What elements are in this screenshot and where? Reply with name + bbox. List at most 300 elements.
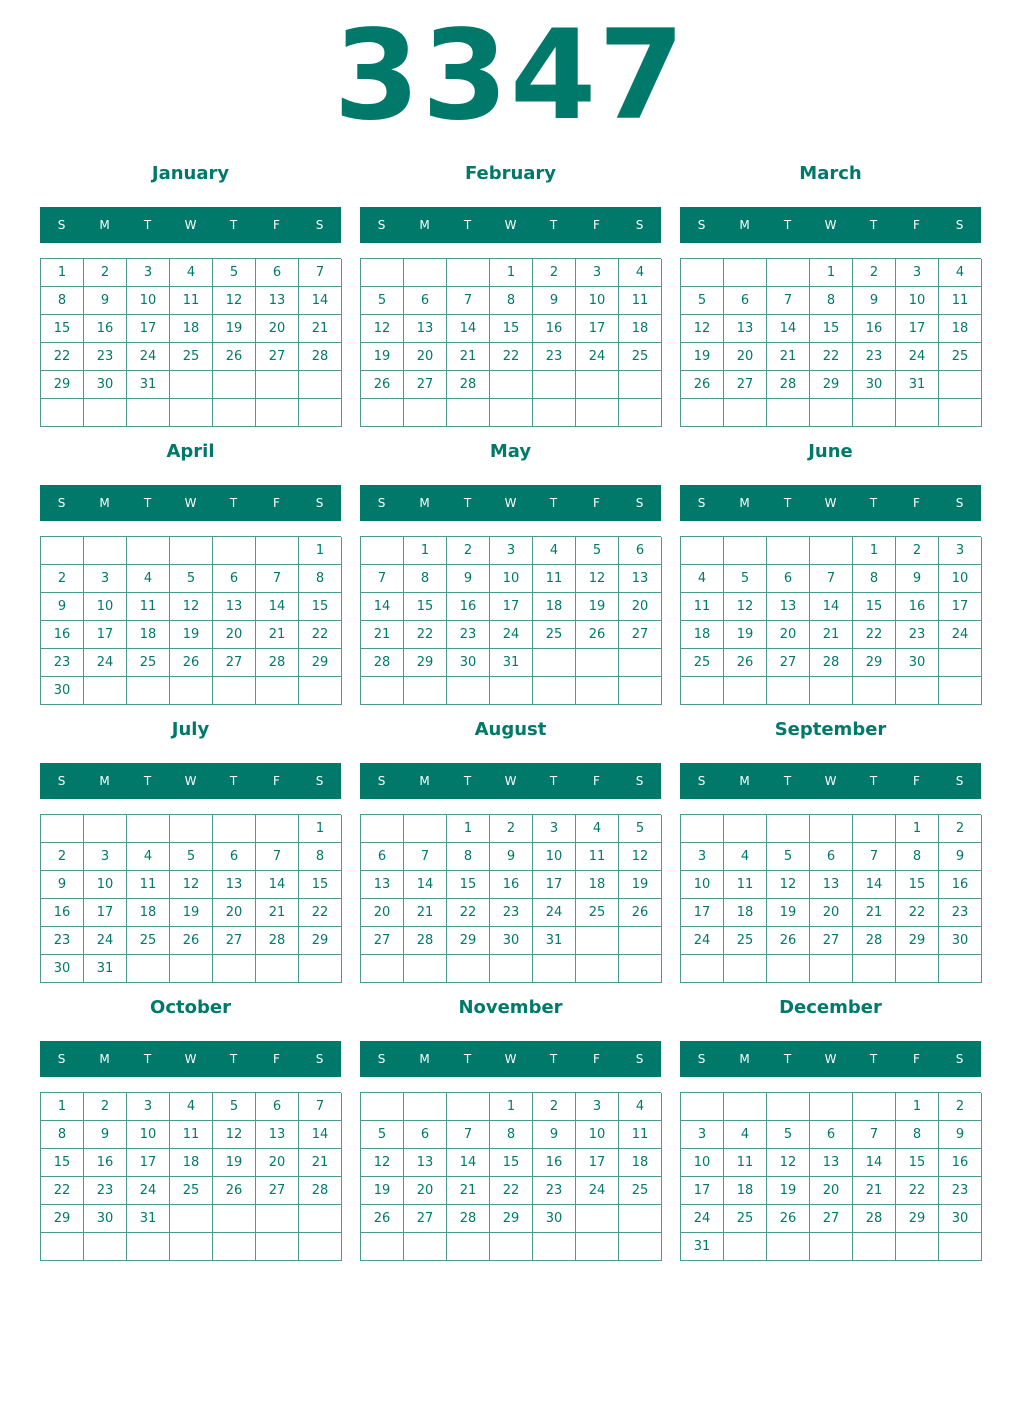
empty-cell	[619, 399, 662, 427]
day-cell: 7	[361, 565, 404, 593]
empty-cell	[41, 537, 84, 565]
day-cell: 27	[767, 649, 810, 677]
empty-cell	[256, 815, 299, 843]
day-cell: 6	[404, 287, 447, 315]
day-cell: 18	[681, 621, 724, 649]
empty-cell	[533, 649, 576, 677]
day-cell: 2	[939, 1093, 982, 1121]
day-cell: 27	[404, 1205, 447, 1233]
day-cell: 21	[256, 899, 299, 927]
day-cell: 4	[170, 259, 213, 287]
weekday-label: M	[739, 774, 750, 788]
day-cell: 8	[41, 287, 84, 315]
day-cell: 28	[256, 649, 299, 677]
day-cell: 24	[576, 343, 619, 371]
day-cell: 8	[896, 843, 939, 871]
empty-cell	[853, 1093, 896, 1121]
day-cell: 28	[404, 927, 447, 955]
empty-cell	[533, 955, 576, 983]
day-cell: 16	[533, 315, 576, 343]
day-cell: 24	[576, 1177, 619, 1205]
weekday-header	[40, 207, 341, 243]
day-cell: 1	[299, 537, 342, 565]
day-cell: 19	[576, 593, 619, 621]
day-cell: 28	[447, 371, 490, 399]
day-cell: 4	[619, 259, 662, 287]
day-cell: 7	[299, 1093, 342, 1121]
weekday-label: W	[184, 496, 197, 510]
empty-cell	[361, 1233, 404, 1261]
empty-cell	[533, 1233, 576, 1261]
day-cell: 18	[127, 899, 170, 927]
day-cell: 27	[256, 343, 299, 371]
weekday-label: F	[593, 774, 600, 788]
day-cell: 29	[490, 1205, 533, 1233]
day-cell: 21	[853, 1177, 896, 1205]
day-cell: 10	[490, 565, 533, 593]
empty-cell	[724, 537, 767, 565]
day-cell: 2	[896, 537, 939, 565]
day-cell: 20	[404, 1177, 447, 1205]
day-cell: 18	[533, 593, 576, 621]
empty-cell	[939, 955, 982, 983]
day-cell: 23	[939, 899, 982, 927]
day-cell: 23	[853, 343, 896, 371]
weekday-label: S	[955, 774, 964, 788]
empty-cell	[127, 537, 170, 565]
day-cell: 17	[533, 871, 576, 899]
empty-cell	[256, 1233, 299, 1261]
empty-cell	[41, 1233, 84, 1261]
day-cell: 2	[84, 259, 127, 287]
month-name: April	[166, 441, 215, 462]
day-cell: 16	[939, 1149, 982, 1177]
month-name: March	[799, 163, 862, 184]
day-cell: 24	[681, 1205, 724, 1233]
day-cell: 12	[213, 287, 256, 315]
month-name: June	[808, 441, 853, 462]
day-cell: 8	[490, 287, 533, 315]
day-cell: 16	[853, 315, 896, 343]
empty-cell	[681, 399, 724, 427]
empty-cell	[619, 927, 662, 955]
day-cell: 22	[447, 899, 490, 927]
empty-cell	[299, 399, 342, 427]
day-cell: 27	[810, 1205, 853, 1233]
empty-cell	[299, 955, 342, 983]
day-grid	[680, 536, 981, 705]
empty-cell	[170, 1205, 213, 1233]
day-cell: 24	[127, 343, 170, 371]
day-cell: 2	[853, 259, 896, 287]
weekday-label: M	[99, 774, 110, 788]
weekday-label: S	[697, 1052, 706, 1066]
day-cell: 26	[361, 1205, 404, 1233]
day-cell: 2	[533, 259, 576, 287]
empty-cell	[256, 1205, 299, 1233]
day-cell: 17	[127, 1149, 170, 1177]
day-cell: 5	[724, 565, 767, 593]
day-cell: 8	[299, 843, 342, 871]
weekday-header	[360, 485, 661, 521]
weekday-label: S	[315, 496, 324, 510]
weekday-label: S	[697, 774, 706, 788]
day-cell: 9	[939, 843, 982, 871]
day-cell: 7	[810, 565, 853, 593]
day-cell: 26	[681, 371, 724, 399]
empty-cell	[576, 371, 619, 399]
day-cell: 20	[213, 899, 256, 927]
day-cell: 4	[127, 843, 170, 871]
day-cell: 26	[767, 1205, 810, 1233]
day-cell: 29	[447, 927, 490, 955]
empty-cell	[724, 399, 767, 427]
day-cell: 16	[41, 621, 84, 649]
empty-cell	[404, 259, 447, 287]
day-cell: 6	[256, 1093, 299, 1121]
empty-cell	[170, 815, 213, 843]
day-cell: 2	[939, 815, 982, 843]
day-cell: 25	[619, 1177, 662, 1205]
day-cell: 15	[41, 1149, 84, 1177]
empty-cell	[576, 677, 619, 705]
day-cell: 3	[576, 1093, 619, 1121]
day-cell: 3	[681, 1121, 724, 1149]
weekday-header	[360, 1041, 661, 1077]
day-cell: 12	[767, 871, 810, 899]
day-cell: 13	[361, 871, 404, 899]
day-cell: 19	[767, 1177, 810, 1205]
day-cell: 12	[576, 565, 619, 593]
empty-cell	[724, 259, 767, 287]
weekday-label: M	[99, 496, 110, 510]
day-cell: 1	[299, 815, 342, 843]
day-cell: 24	[84, 649, 127, 677]
day-cell: 30	[939, 1205, 982, 1233]
day-cell: 11	[681, 593, 724, 621]
day-cell: 16	[84, 315, 127, 343]
empty-cell	[724, 677, 767, 705]
weekday-label: S	[955, 1052, 964, 1066]
weekday-label: T	[143, 774, 152, 788]
day-cell: 19	[724, 621, 767, 649]
weekday-header	[680, 1041, 981, 1077]
day-cell: 30	[41, 677, 84, 705]
day-cell: 17	[84, 621, 127, 649]
day-cell: 27	[213, 927, 256, 955]
day-cell: 13	[619, 565, 662, 593]
day-cell: 14	[361, 593, 404, 621]
day-cell: 20	[256, 1149, 299, 1177]
empty-cell	[619, 1233, 662, 1261]
day-cell: 24	[127, 1177, 170, 1205]
day-cell: 12	[681, 315, 724, 343]
empty-cell	[681, 537, 724, 565]
day-cell: 29	[299, 927, 342, 955]
day-cell: 30	[939, 927, 982, 955]
day-cell: 4	[170, 1093, 213, 1121]
empty-cell	[404, 1093, 447, 1121]
day-cell: 1	[896, 1093, 939, 1121]
empty-cell	[576, 1205, 619, 1233]
day-cell: 8	[404, 565, 447, 593]
empty-cell	[84, 399, 127, 427]
day-cell: 13	[213, 593, 256, 621]
day-cell: 28	[810, 649, 853, 677]
day-grid	[360, 814, 661, 983]
weekday-label: F	[273, 774, 280, 788]
day-cell: 24	[490, 621, 533, 649]
empty-cell	[41, 815, 84, 843]
day-cell: 3	[576, 259, 619, 287]
day-cell: 31	[533, 927, 576, 955]
weekday-label: S	[955, 218, 964, 232]
day-cell: 22	[810, 343, 853, 371]
weekday-label: F	[593, 218, 600, 232]
day-cell: 28	[361, 649, 404, 677]
day-cell: 26	[170, 927, 213, 955]
weekday-header	[680, 207, 981, 243]
day-cell: 19	[681, 343, 724, 371]
empty-cell	[213, 677, 256, 705]
day-cell: 30	[853, 371, 896, 399]
month-name: August	[474, 719, 547, 740]
day-cell: 25	[170, 343, 213, 371]
empty-cell	[361, 1093, 404, 1121]
day-cell: 25	[170, 1177, 213, 1205]
day-cell: 11	[619, 287, 662, 315]
weekday-label: M	[419, 218, 430, 232]
weekday-label: T	[229, 1052, 238, 1066]
day-cell: 14	[767, 315, 810, 343]
day-cell: 2	[84, 1093, 127, 1121]
day-cell: 24	[939, 621, 982, 649]
empty-cell	[853, 815, 896, 843]
day-cell: 18	[619, 315, 662, 343]
day-cell: 10	[84, 593, 127, 621]
empty-cell	[361, 955, 404, 983]
weekday-label: T	[463, 496, 472, 510]
empty-cell	[724, 955, 767, 983]
day-cell: 16	[84, 1149, 127, 1177]
weekday-label: T	[229, 496, 238, 510]
day-cell: 1	[810, 259, 853, 287]
weekday-label: W	[824, 774, 837, 788]
day-cell: 26	[213, 1177, 256, 1205]
weekday-label: F	[273, 1052, 280, 1066]
day-cell: 8	[853, 565, 896, 593]
empty-cell	[404, 955, 447, 983]
day-cell: 6	[767, 565, 810, 593]
empty-cell	[576, 1233, 619, 1261]
day-cell: 21	[256, 621, 299, 649]
day-cell: 19	[170, 621, 213, 649]
empty-cell	[447, 955, 490, 983]
day-cell: 3	[896, 259, 939, 287]
day-cell: 17	[939, 593, 982, 621]
weekday-header	[680, 485, 981, 521]
day-cell: 19	[213, 315, 256, 343]
month-name: November	[458, 997, 563, 1018]
day-cell: 6	[256, 259, 299, 287]
weekday-label: S	[635, 774, 644, 788]
day-cell: 23	[84, 1177, 127, 1205]
empty-cell	[576, 927, 619, 955]
day-cell: 1	[853, 537, 896, 565]
day-cell: 23	[84, 343, 127, 371]
day-cell: 13	[724, 315, 767, 343]
day-cell: 11	[576, 843, 619, 871]
day-cell: 7	[447, 287, 490, 315]
empty-cell	[681, 1093, 724, 1121]
day-cell: 9	[939, 1121, 982, 1149]
weekday-label: F	[913, 1052, 920, 1066]
day-cell: 5	[170, 843, 213, 871]
day-cell: 21	[447, 343, 490, 371]
day-cell: 9	[84, 1121, 127, 1149]
day-cell: 28	[299, 1177, 342, 1205]
day-cell: 26	[619, 899, 662, 927]
weekday-label: W	[504, 1052, 517, 1066]
day-cell: 14	[256, 871, 299, 899]
weekday-label: F	[273, 218, 280, 232]
weekday-label: T	[783, 496, 792, 510]
day-cell: 26	[767, 927, 810, 955]
day-cell: 16	[533, 1149, 576, 1177]
day-cell: 8	[447, 843, 490, 871]
day-cell: 10	[896, 287, 939, 315]
day-cell: 10	[533, 843, 576, 871]
empty-cell	[404, 1233, 447, 1261]
weekday-label: T	[549, 496, 558, 510]
day-cell: 9	[533, 1121, 576, 1149]
day-cell: 5	[213, 1093, 256, 1121]
day-cell: 22	[299, 621, 342, 649]
day-cell: 27	[213, 649, 256, 677]
day-cell: 23	[939, 1177, 982, 1205]
day-cell: 6	[361, 843, 404, 871]
empty-cell	[127, 399, 170, 427]
empty-cell	[213, 537, 256, 565]
day-cell: 24	[533, 899, 576, 927]
weekday-label: T	[869, 218, 878, 232]
day-cell: 18	[939, 315, 982, 343]
weekday-label: F	[593, 496, 600, 510]
day-cell: 28	[447, 1205, 490, 1233]
day-cell: 5	[767, 1121, 810, 1149]
empty-cell	[810, 399, 853, 427]
day-cell: 22	[41, 343, 84, 371]
day-cell: 4	[724, 1121, 767, 1149]
day-cell: 14	[447, 315, 490, 343]
day-cell: 25	[939, 343, 982, 371]
day-cell: 2	[490, 815, 533, 843]
empty-cell	[576, 649, 619, 677]
day-cell: 20	[619, 593, 662, 621]
day-cell: 31	[896, 371, 939, 399]
empty-cell	[361, 399, 404, 427]
day-cell: 25	[127, 649, 170, 677]
day-cell: 21	[447, 1177, 490, 1205]
weekday-label: S	[315, 218, 324, 232]
day-cell: 29	[810, 371, 853, 399]
day-cell: 17	[84, 899, 127, 927]
day-cell: 14	[810, 593, 853, 621]
day-cell: 23	[490, 899, 533, 927]
day-cell: 9	[84, 287, 127, 315]
day-cell: 29	[853, 649, 896, 677]
day-cell: 16	[896, 593, 939, 621]
year-title: 3347	[333, 4, 687, 148]
day-cell: 7	[853, 843, 896, 871]
day-cell: 3	[490, 537, 533, 565]
empty-cell	[127, 955, 170, 983]
empty-cell	[724, 1093, 767, 1121]
weekday-label: T	[783, 1052, 792, 1066]
day-cell: 18	[170, 1149, 213, 1177]
empty-cell	[127, 1233, 170, 1261]
day-cell: 6	[213, 843, 256, 871]
day-cell: 13	[767, 593, 810, 621]
day-cell: 1	[490, 259, 533, 287]
empty-cell	[853, 399, 896, 427]
day-cell: 11	[127, 871, 170, 899]
empty-cell	[256, 677, 299, 705]
day-cell: 19	[170, 899, 213, 927]
day-cell: 11	[170, 287, 213, 315]
empty-cell	[299, 1205, 342, 1233]
day-cell: 29	[41, 1205, 84, 1233]
day-cell: 20	[404, 343, 447, 371]
day-grid	[680, 1092, 981, 1261]
day-cell: 10	[576, 287, 619, 315]
day-cell: 30	[533, 1205, 576, 1233]
day-cell: 27	[724, 371, 767, 399]
day-cell: 12	[170, 871, 213, 899]
day-cell: 30	[84, 371, 127, 399]
empty-cell	[404, 399, 447, 427]
day-cell: 15	[810, 315, 853, 343]
day-cell: 20	[256, 315, 299, 343]
day-cell: 4	[576, 815, 619, 843]
weekday-label: W	[184, 774, 197, 788]
empty-cell	[361, 677, 404, 705]
month-name: May	[489, 441, 532, 462]
day-cell: 11	[533, 565, 576, 593]
day-cell: 21	[767, 343, 810, 371]
day-cell: 17	[681, 1177, 724, 1205]
weekday-label: S	[315, 1052, 324, 1066]
day-cell: 3	[84, 565, 127, 593]
day-cell: 13	[213, 871, 256, 899]
day-cell: 23	[41, 649, 84, 677]
day-cell: 31	[127, 1205, 170, 1233]
empty-cell	[213, 371, 256, 399]
weekday-label: S	[57, 218, 66, 232]
day-cell: 15	[490, 1149, 533, 1177]
weekday-label: S	[955, 496, 964, 510]
day-cell: 10	[84, 871, 127, 899]
weekday-label: W	[824, 218, 837, 232]
day-cell: 16	[939, 871, 982, 899]
empty-cell	[939, 399, 982, 427]
weekday-label: M	[419, 496, 430, 510]
weekday-label: M	[419, 774, 430, 788]
day-cell: 25	[681, 649, 724, 677]
day-cell: 30	[490, 927, 533, 955]
weekday-label: W	[504, 774, 517, 788]
day-cell: 19	[361, 1177, 404, 1205]
